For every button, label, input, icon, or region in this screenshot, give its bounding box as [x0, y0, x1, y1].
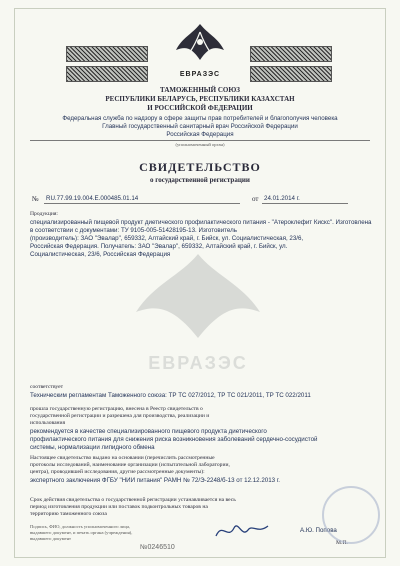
validity-text-1: Срок действия свидетельства о государственной регистрации устанавливается на весь — [30, 497, 236, 503]
basis-text-2: протоколы исследований, наименование организации (испытательной лаборатории, — [30, 462, 230, 468]
registry-text-2: государственной регистрации и разрешена для производства, реализации и — [30, 413, 210, 419]
conformity-text: Техническим регламентам Таможенного союза: ТР ТС 027/2012, ТР ТС 021/2011, ТР ТС 022/2011 — [30, 392, 311, 399]
signature-caption-3: выдавшего документ — [30, 536, 72, 541]
security-pattern-right-bottom — [250, 66, 332, 82]
authority-line-1: Федеральная служба по надзору в сфере защиты прав потребителей и благополучия человека — [62, 115, 338, 122]
product-text-1: специализированный пищевой продукт диетического профилактического питания - "Атероклефит Кискс". Изготовлена в соответствии с документами: ТУ 9105-005-51428195-13. Изготовитель — [30, 219, 372, 234]
product-text-4: Социалистическая, 23/6, Российская Федерация — [30, 251, 171, 258]
authority-caption: (уполномоченный орган) — [175, 142, 225, 147]
certificate-title: СВИДЕТЕЛЬСТВО — [139, 160, 261, 174]
basis-text-3: центра), проводившей исследования, другие рассмотренные документы): — [30, 469, 205, 475]
usage-text-3: системы, нормализации липидного обмена — [30, 444, 155, 451]
product-text-3: Российская Федерация. Получатель: ЗАО "Эвалар", 659332, Алтайский край, г. Бийск, ул. — [30, 243, 288, 250]
signatory-name: А.Ю. Попова — [300, 527, 337, 534]
basis-text-1: Настоящее свидетельство выдано на основании (перечислить рассмотренные — [30, 455, 215, 461]
conformity-label: соответствует — [30, 384, 64, 390]
authority-line-2: Главный государственный санитарный врач Российской Федерации — [102, 123, 298, 130]
product-label: Продукция: — [30, 211, 58, 217]
authority-underline — [30, 140, 370, 141]
emblem-label: ЕВРАЗЭС — [179, 71, 221, 78]
registry-text-3: использования — [30, 420, 66, 426]
eagle-emblem-icon — [170, 20, 230, 66]
certificate-date: 24.01.2014 г. — [264, 195, 300, 202]
header-title-1: ТАМОЖЕННЫЙ СОЮЗ — [160, 86, 240, 94]
security-pattern-top — [66, 46, 148, 62]
watermark-emblem — [118, 248, 278, 378]
authority-line-3: Российская Федерация — [166, 131, 234, 138]
watermark-label: ЕВРАЗЭС — [148, 353, 248, 373]
usage-text-1: рекомендуется в качестве специализированного пищевого продукта диетического — [30, 428, 267, 435]
validity-text-3: территорию таможенного союза — [30, 511, 107, 517]
signature-caption-1: Подпись, ФИО, должность уполномоченного лица, — [30, 524, 131, 529]
official-seal — [322, 486, 380, 544]
date-underline — [262, 203, 348, 204]
number-label: № — [32, 195, 39, 203]
eurasec-emblem — [170, 20, 230, 76]
signature-caption-2: выдавшего документ, и печать органа (учреждения), — [30, 530, 133, 535]
number-underline — [44, 203, 240, 204]
security-pattern-bottom — [66, 66, 148, 82]
product-text-2: (производитель): ЗАО "Эвалар", 659332, Алтайский край, г. Бийск, ул. Социалистическая, 23/6, — [30, 235, 304, 242]
certificate-subtitle: о государственной регистрации — [150, 176, 250, 184]
date-label: от — [252, 195, 259, 203]
form-number: №0246510 — [140, 544, 175, 551]
security-pattern-right-top — [250, 46, 332, 62]
usage-text-2: профилактического питания для снижения риска возникновения заболеваний сердечно-сосудистой — [30, 436, 318, 443]
registry-text-1: прошла государственную регистрацию, внесена в Реестр свидетельств о — [30, 406, 203, 412]
seal-place-label: М.П. — [336, 540, 348, 546]
validity-text-2: период изготовления продукции или поставок подконтрольных товаров на — [30, 504, 208, 510]
basis-typed: экспертного заключения ФГБУ "НИИ питания" РАМН № 72/Э-2248/б-13 от 12.12.2013 г. — [30, 477, 281, 484]
watermark-eagle-icon — [118, 248, 278, 348]
header-title-2: РЕСПУБЛИКИ БЕЛАРУСЬ, РЕСПУБЛИКИ КАЗАХСТАН — [105, 95, 295, 103]
handwritten-signature — [212, 518, 272, 542]
header-title-3: И РОССИЙСКОЙ ФЕДЕРАЦИИ — [147, 104, 253, 112]
certificate-number: RU.77.99.19.004.E.000485.01.14 — [46, 195, 139, 202]
